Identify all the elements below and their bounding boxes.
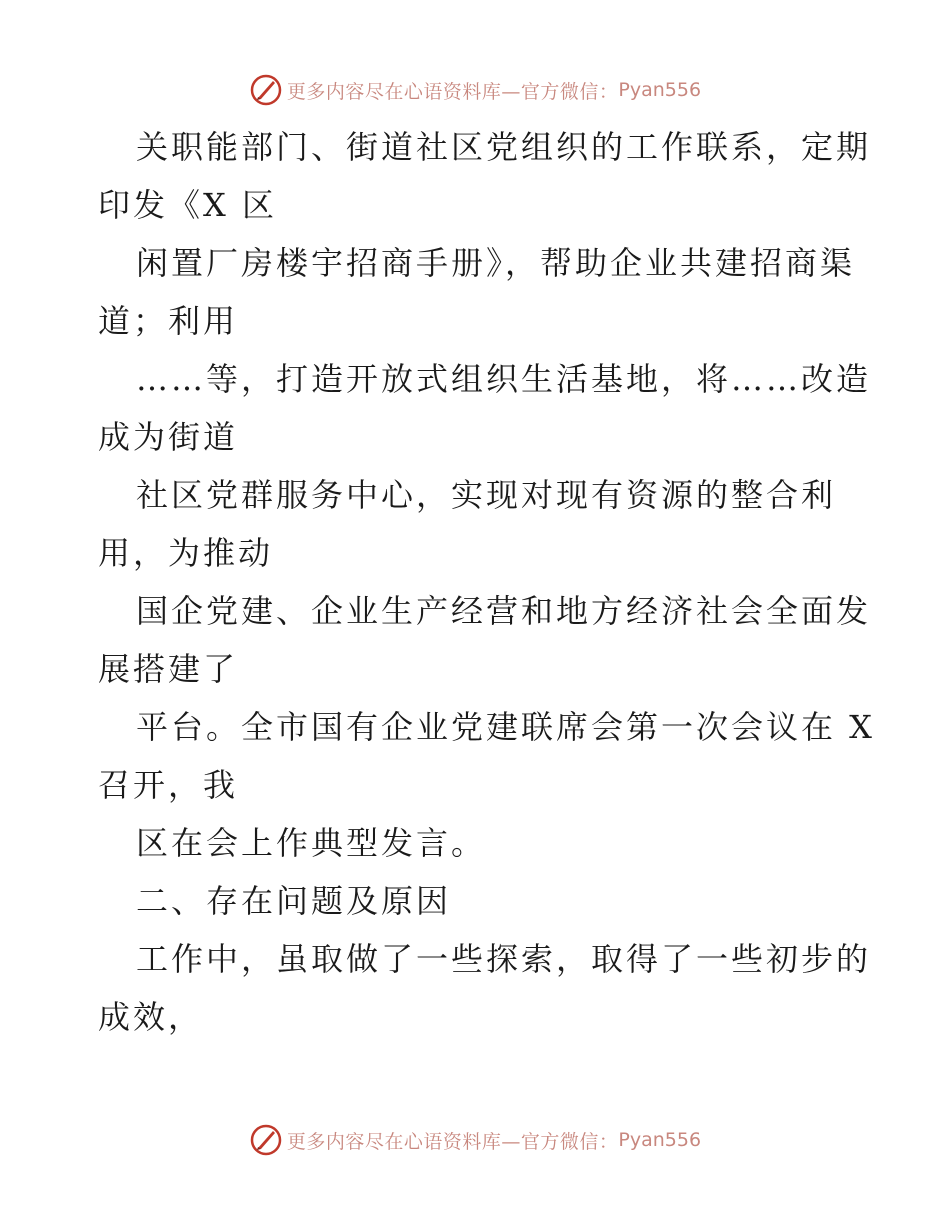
watermark-wechat-id: Pyan556 xyxy=(618,79,702,101)
text-line: 平台。全市国有企业党建联席会第一次会议在 X xyxy=(136,708,875,746)
quill-logo-icon xyxy=(249,1123,283,1157)
text-line: 工作中，虽取做了一些探索，取得了一些初步的 xyxy=(136,940,872,978)
quill-logo-icon xyxy=(249,73,283,107)
text-line: 用，为推动 xyxy=(98,534,274,572)
text-line: 社区党群服务中心，实现对现有资源的整合利 xyxy=(136,476,837,514)
watermark-wechat-id: Pyan556 xyxy=(618,1129,702,1151)
text-line: 国企党建、企业生产经营和地方经济社会全面发 xyxy=(136,592,872,630)
watermark-text: 更多内容尽在心语资料库—官方微信： xyxy=(286,80,619,103)
text-line: 成效， xyxy=(98,998,204,1036)
text-line: 闲置厂房楼宇招商手册》，帮助企业共建招商渠 xyxy=(136,244,856,282)
document-body xyxy=(98,118,875,1046)
text-line: 道；利用 xyxy=(98,302,239,340)
footer-watermark xyxy=(0,1120,950,1160)
text-line: 关职能部门、街道社区党组织的工作联系，定期 xyxy=(136,128,872,166)
text-line: 成为街道 xyxy=(98,418,239,456)
header-watermark xyxy=(0,70,950,110)
text-line: 展搭建了 xyxy=(98,650,239,688)
text-line: 区在会上作典型发言。 xyxy=(136,824,487,862)
section-heading: 二、存在问题及原因 xyxy=(136,882,452,920)
text-line: 召开，我 xyxy=(98,766,239,804)
text-line: 印发《X 区 xyxy=(98,186,277,224)
text-line: ……等，打造开放式组织生活基地，将……改造 xyxy=(136,360,872,398)
watermark-text: 更多内容尽在心语资料库—官方微信： xyxy=(286,1130,619,1153)
